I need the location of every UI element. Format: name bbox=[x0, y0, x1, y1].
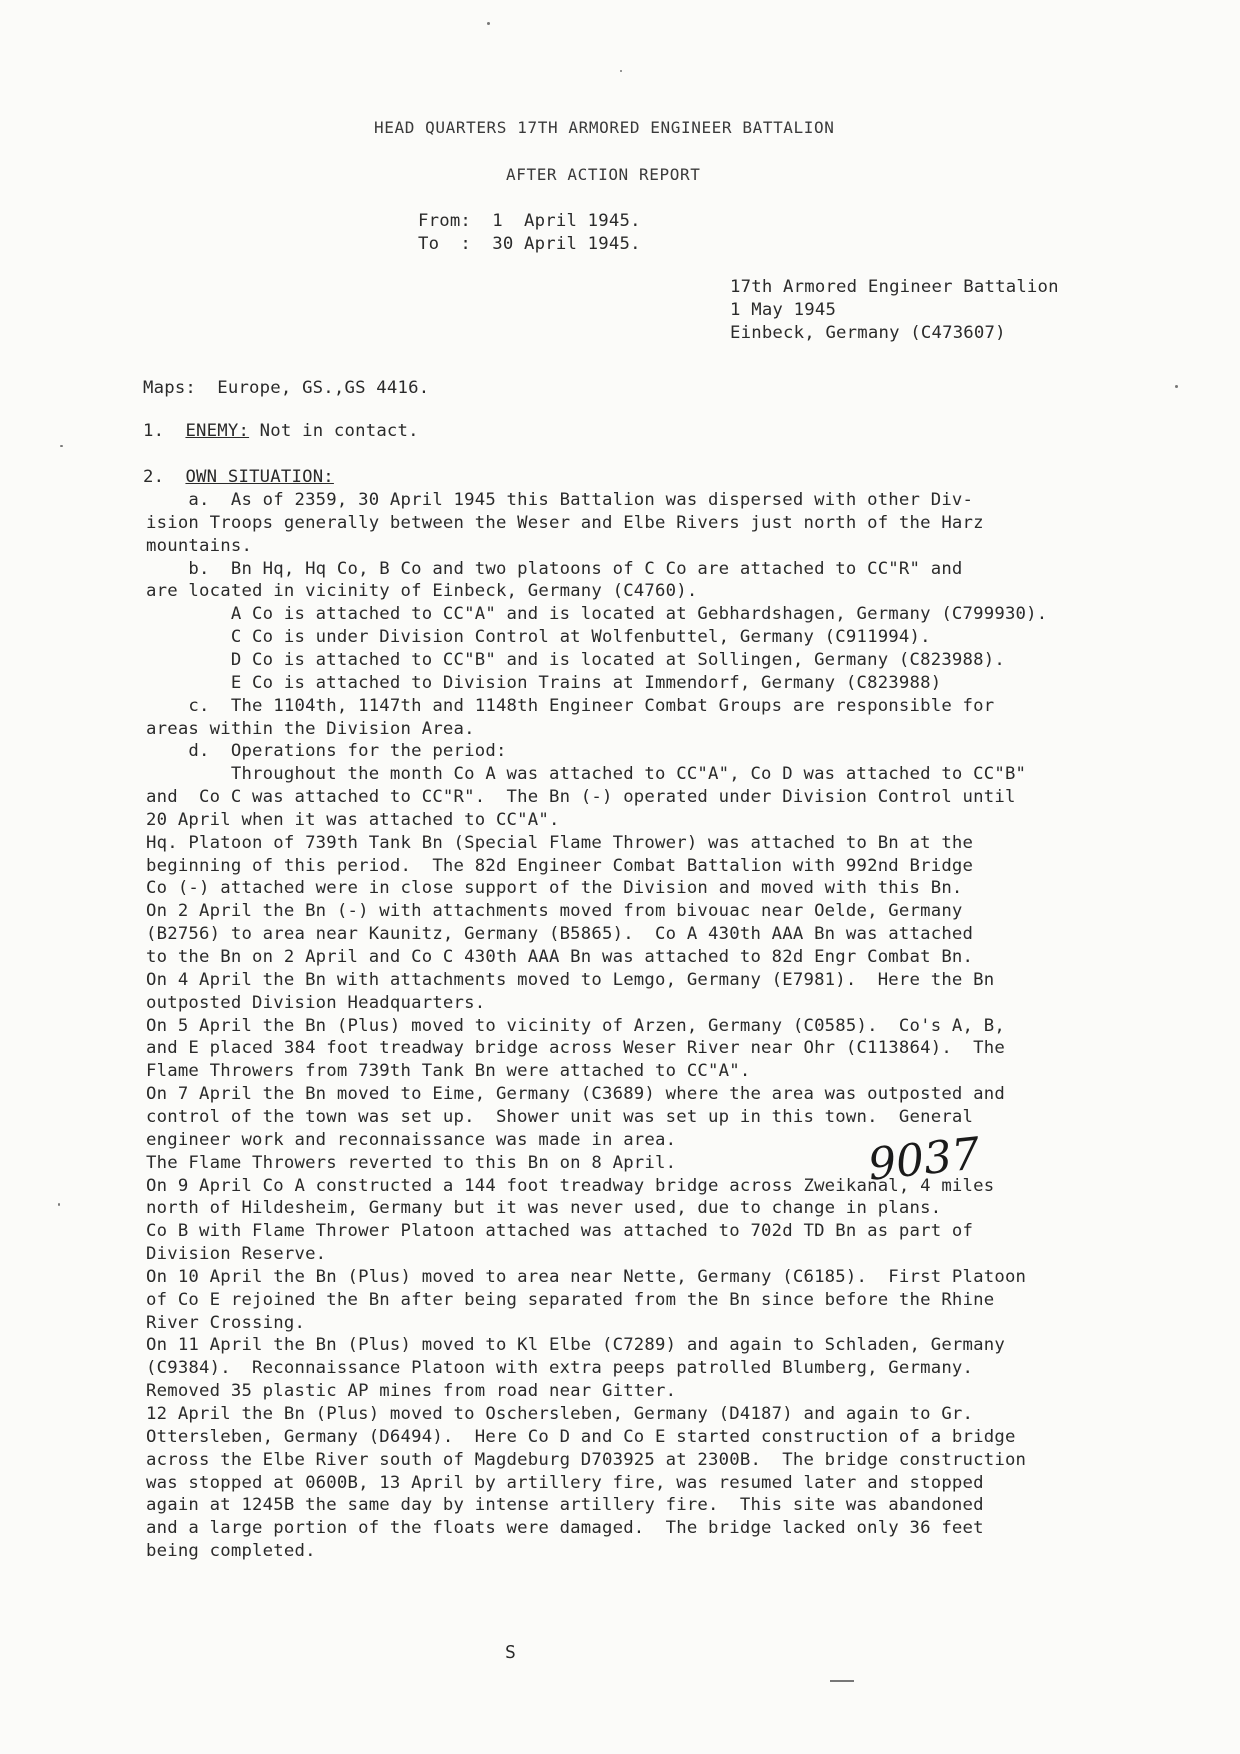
body-line: and Co C was attached to CC"R". The Bn (-) operated under Division Control until bbox=[146, 787, 1016, 807]
body-line: D Co is attached to CC"B" and is located at Sollingen, Germany (C823988). bbox=[146, 650, 1005, 670]
period-from: From: 1 April 1945. bbox=[418, 211, 641, 231]
body-line: mountains. bbox=[146, 536, 253, 556]
body-line: On 4 April the Bn with attachments moved to Lemgo, Germany (E7981). Here the Bn bbox=[146, 970, 995, 990]
body-line: to the Bn on 2 April and Co C 430th AAA Bn was attached to 82d Engr Combat Bn. bbox=[146, 947, 974, 967]
body-line: Hq. Platoon of 739th Tank Bn (Special Flame Thrower) was attached to Bn at the bbox=[146, 833, 974, 853]
body-line: (B2756) to area near Kaunitz, Germany (B5865). Co A 430th AAA Bn was attached bbox=[146, 924, 974, 944]
section-heading: ENEMY: bbox=[185, 421, 250, 441]
body-line: ision Troops generally between the Weser and Elbe Rivers just north of the Harz bbox=[146, 513, 984, 533]
body-line: Removed 35 plastic AP mines from road near Gitter. bbox=[146, 1381, 677, 1401]
body-line: d. Operations for the period: bbox=[146, 741, 507, 761]
body-line: On 7 April the Bn moved to Eime, Germany (C3689) where the area was outposted and bbox=[146, 1084, 1005, 1104]
body-line: beginning of this period. The 82d Engineer Combat Battalion with 992nd Bridge bbox=[146, 856, 974, 876]
body-line: 20 April when it was attached to CC"A". bbox=[146, 810, 560, 830]
body-line: Throughout the month Co A was attached to CC"A", Co D was attached to CC"B" bbox=[146, 764, 1027, 784]
body-line: Flame Throwers from 739th Tank Bn were attached to CC"A". bbox=[146, 1061, 751, 1081]
body-line: The Flame Throwers reverted to this Bn on 8 April. bbox=[146, 1153, 677, 1173]
sender-date: 1 May 1945 bbox=[730, 300, 837, 320]
body-line: b. Bn Hq, Hq Co, B Co and two platoons of C Co are attached to CC"R" and bbox=[146, 559, 963, 579]
body-line: are located in vicinity of Einbeck, Germany (C4760). bbox=[146, 581, 698, 601]
scan-speck bbox=[830, 1680, 854, 1682]
body-line: 12 April the Bn (Plus) moved to Oschersleben, Germany (D4187) and again to Gr. bbox=[146, 1404, 974, 1424]
body-line: On 9 April Co A constructed a 144 foot treadway bridge across Zweikanal, 4 miles bbox=[146, 1176, 995, 1196]
body-line: On 5 April the Bn (Plus) moved to vicinity of Arzen, Germany (C0585). Co's A, B, bbox=[146, 1016, 1005, 1036]
body-line: E Co is attached to Division Trains at Immendorf, Germany (C823988) bbox=[146, 673, 942, 693]
section-enemy bbox=[143, 420, 419, 442]
section-number: 1. bbox=[143, 421, 165, 441]
body-line: and a large portion of the floats were damaged. The bridge lacked only 36 feet bbox=[146, 1518, 984, 1538]
report-header-title: HEAD QUARTERS 17TH ARMORED ENGINEER BATTALION bbox=[374, 118, 835, 137]
section-own-situation bbox=[143, 466, 334, 488]
body-line: On 10 April the Bn (Plus) moved to area near Nette, Germany (C6185). First Platoon bbox=[146, 1267, 1027, 1287]
body-line: c. The 1104th, 1147th and 1148th Engineer Combat Groups are responsible for bbox=[146, 696, 995, 716]
body-line: north of Hildesheim, Germany but it was never used, due to change in plans. bbox=[146, 1198, 942, 1218]
body-line: Co (-) attached were in close support of the Division and moved with this Bn. bbox=[146, 878, 963, 898]
period-to: To : 30 April 1945. bbox=[418, 234, 641, 254]
body-line: areas within the Division Area. bbox=[146, 719, 475, 739]
section-number: 2. bbox=[143, 467, 165, 487]
body-line: control of the town was set up. Shower unit was set up in this town. General bbox=[146, 1107, 974, 1127]
scan-speck bbox=[620, 70, 622, 72]
body-line: Ottersleben, Germany (D6494). Here Co D and Co E started construction of a bridge bbox=[146, 1427, 1016, 1447]
scan-speck bbox=[58, 1203, 60, 1206]
body-line: (C9384). Reconnaissance Platoon with extra peeps patrolled Blumberg, Germany. bbox=[146, 1358, 974, 1378]
body-line: being completed. bbox=[146, 1541, 316, 1561]
section-heading: OWN SITUATION: bbox=[185, 467, 334, 487]
scan-speck bbox=[487, 22, 490, 25]
body-line: On 2 April the Bn (-) with attachments moved from bivouac near Oelde, Germany bbox=[146, 901, 963, 921]
body-line: C Co is under Division Control at Wolfenbuttel, Germany (C911994). bbox=[146, 627, 931, 647]
body-line: Division Reserve. bbox=[146, 1244, 327, 1264]
body-line: a. As of 2359, 30 April 1945 this Battalion was dispersed with other Div- bbox=[146, 490, 974, 510]
handwritten-page-number: 9037 bbox=[865, 1128, 983, 1191]
scan-speck bbox=[60, 445, 63, 447]
body-line: again at 1245B the same day by intense artillery fire. This site was abandoned bbox=[146, 1495, 984, 1515]
body-line: outposted Division Headquarters. bbox=[146, 993, 486, 1013]
body-line: and E placed 384 foot treadway bridge across Weser River near Ohr (C113864). The bbox=[146, 1038, 1005, 1058]
body-line: engineer work and reconnaissance was made in area. bbox=[146, 1130, 677, 1150]
maps-reference: Maps: Europe, GS.,GS 4416. bbox=[143, 378, 430, 398]
body-line: across the Elbe River south of Magdeburg D703925 at 2300B. The bridge construction bbox=[146, 1450, 1027, 1470]
report-subtitle: AFTER ACTION REPORT bbox=[506, 165, 701, 184]
body-line: River Crossing. bbox=[146, 1313, 306, 1333]
body-line: of Co E rejoined the Bn after being separated from the Bn since before the Rhine bbox=[146, 1290, 995, 1310]
section-text: Not in contact. bbox=[249, 421, 419, 441]
footer-mark: S bbox=[505, 1642, 517, 1663]
body-line: Co B with Flame Thrower Platoon attached was attached to 702d TD Bn as part of bbox=[146, 1221, 974, 1241]
body-line: On 11 April the Bn (Plus) moved to Kl Elbe (C7289) and again to Schladen, Germany bbox=[146, 1335, 1005, 1355]
sender-unit: 17th Armored Engineer Battalion bbox=[730, 277, 1059, 297]
body-line: A Co is attached to CC"A" and is located at Gebhardshagen, Germany (C799930). bbox=[146, 604, 1048, 624]
scan-speck bbox=[1175, 385, 1178, 388]
sender-location: Einbeck, Germany (C473607) bbox=[730, 323, 1006, 343]
body-line: was stopped at 0600B, 13 April by artillery fire, was resumed later and stopped bbox=[146, 1473, 984, 1493]
